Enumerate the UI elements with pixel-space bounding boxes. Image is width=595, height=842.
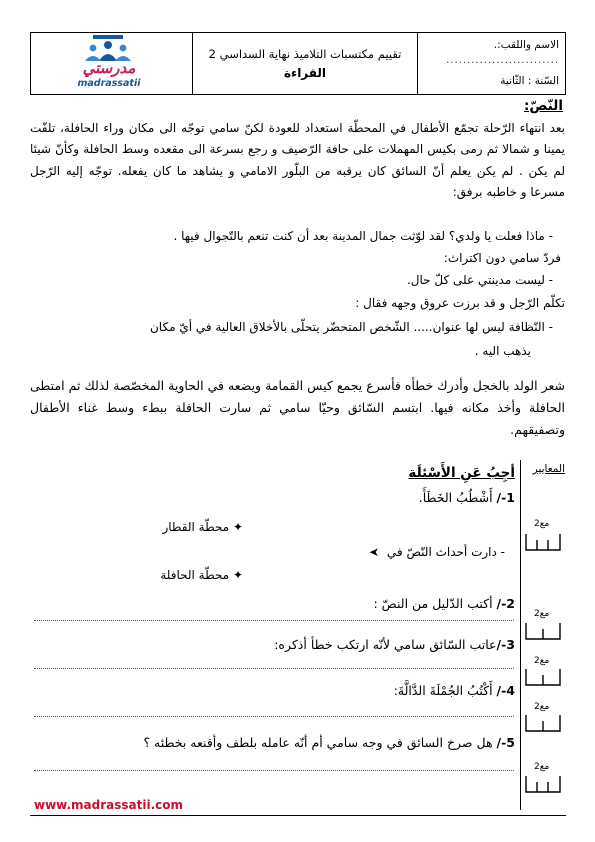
exam-title: تقييم مكتسبات التلاميذ نهاية السداسي 2: [208, 47, 402, 61]
score-boxes-icon: [525, 774, 561, 794]
subject-title: القراءة: [283, 66, 327, 80]
header-box: [30, 32, 566, 95]
dialogue-line-3b: يذهب اليه .: [474, 344, 531, 358]
question-2-number: 2-/: [496, 596, 515, 611]
answer-line[interactable]: [34, 668, 514, 669]
dialogue-line-2: - ليست مدينتي على كلّ حال.: [406, 273, 553, 287]
question-5: [143, 735, 515, 750]
logo-figure-icon: [79, 35, 139, 61]
narration-line-3: تكلّم الرّجل و قد برزت عروق وجهه فقال :: [355, 296, 565, 310]
score-boxes-icon: [525, 532, 561, 552]
question-1: [419, 490, 515, 505]
score-label: مع2: [534, 609, 550, 619]
student-info-cell: [417, 33, 565, 94]
diamond-icon: ✦: [232, 568, 243, 582]
question-1-text: أَشْطُبُ الخَطَأَ.: [418, 490, 497, 505]
score-label: مع2: [534, 762, 550, 772]
question-4: [394, 683, 515, 698]
dialogue-line-1: - ماذا فعلت يا ولدي؟ لقد لوّثت جمال المدينة بعد أن كنت تنعم بالتّجوال فيها .: [173, 229, 553, 243]
score-label: مع2: [534, 519, 550, 529]
text-paragraph-2: شعر الولد بالخجل وأدرك خطأه فأسرع يجمع كيس القمامة ويضعه في الحاوية المخصّصة لذلك ثم امتطى الحافلة وأخذ مكانه فيها. ابتسم السّائق وحيّا سامي ثم سارت الحافلة ببطء وسط غناء الأطفال وتصفيقهم.: [30, 378, 565, 437]
answer-line[interactable]: [34, 770, 514, 771]
logo-latin: madrassatii: [77, 78, 141, 89]
narration-line-2: فردّ سامي دون اكتراث:: [443, 251, 561, 265]
logo-arabic: مدرستي: [82, 59, 136, 77]
score-boxes-icon: [525, 713, 561, 733]
logo-cell: [29, 33, 192, 94]
score-label: مع2: [534, 656, 550, 666]
question-3: [274, 637, 515, 652]
question-3-number: 3-/: [496, 637, 515, 652]
score-boxes-icon: [525, 667, 561, 687]
year-label: السّنة : الثّانية: [500, 75, 559, 87]
question-2: [374, 596, 516, 611]
question-4-number: 4-/: [496, 683, 515, 698]
questions-heading: أجِبُ عَنِ الأَسْئلَة: [408, 465, 515, 481]
question-2-text: أكتب الدّليل من النصّ :: [373, 596, 497, 611]
answer-line[interactable]: [34, 620, 514, 621]
criteria-heading: المعايير: [532, 463, 565, 475]
question-4-text: أَكْتُبُ الجُمْلَةَ الدَّالَّةَ:: [393, 683, 497, 698]
score-boxes-icon: [525, 621, 561, 641]
question-5-text: هل صرخ السائق في وجه سامي أم أنّه عامله بلطف وأقنعه بخطئه ؟: [143, 735, 497, 750]
arrow-icon: ➤: [369, 545, 380, 559]
q1-option-a-label: محطّة القطار: [162, 520, 230, 534]
q1-option-b-label: محطّة الحافلة: [160, 568, 230, 582]
q1-stem: [369, 545, 505, 559]
footer-divider: [30, 815, 566, 816]
name-label: الاسم واللقب:.: [493, 39, 559, 51]
name-field[interactable]: ...........................: [446, 55, 559, 66]
title-cell: [192, 33, 417, 94]
question-5-number: 5-/: [496, 735, 515, 750]
diamond-icon: ✦: [232, 520, 243, 534]
text-paragraph-1: بعد انتهاء الرّحلة تجمّع الأطفال في المحطّة استعداد للعودة لكنّ سامي توجّه الى مكان وراء الحافلة، تلفّت يمينا و شمالا ثم رمى بكيس المهملات على حافة الرّصيف و رجع بسرعة الى مقعده وسط الحافلة وكأنّ شيئا لم يكن . لم يكن يعلم أنّ السائق كان يرقبه من البلّور الامامي و يشاهد ما كان يفعله. توجّه إليه الرّجل مسرعا و خاطبه برفق:: [30, 121, 565, 200]
question-3-text: عاتب السّائق سامي لأنّه ارتكب خطأ أذكره:: [274, 637, 497, 652]
question-1-number: 1-/: [496, 490, 515, 505]
footer-url[interactable]: www.madrassatii.com: [34, 798, 184, 812]
text-heading: النّصّ:: [523, 98, 563, 114]
dialogue-line-3a: - النّظافة ليس لها عنوان..... الشّخص المتحضّر يتحلّى بالأخلاق العالية في أيّ مكان: [149, 320, 553, 334]
q1-option-b[interactable]: [160, 568, 243, 582]
q1-option-a[interactable]: [162, 520, 243, 534]
score-label: مع2: [534, 702, 550, 712]
q1-stem-text: - دارت أحداث النّصّ في: [386, 545, 505, 559]
answer-line[interactable]: [34, 716, 514, 717]
